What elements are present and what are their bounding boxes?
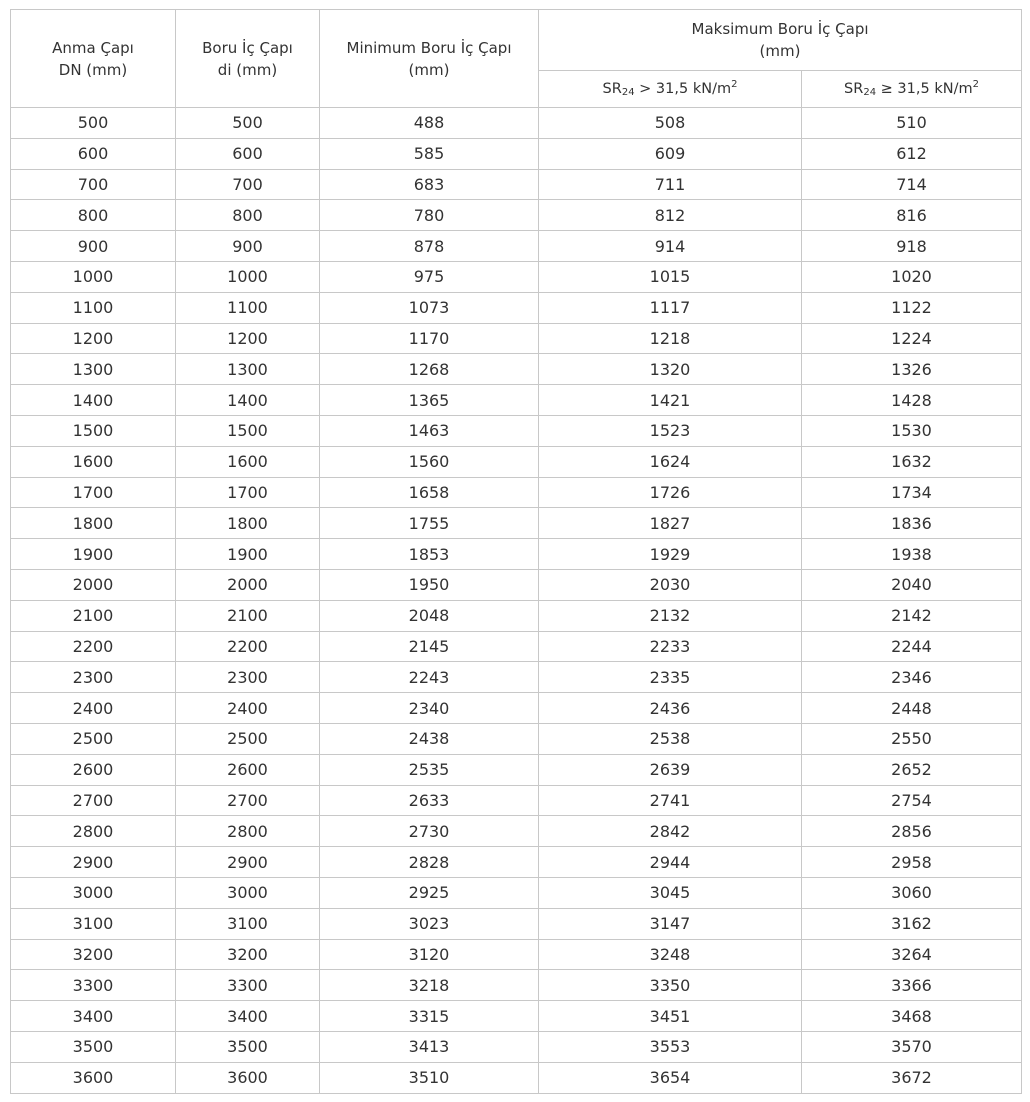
cell-boru-ic-capi: 1300: [176, 354, 320, 385]
cell-max-sr24-gt: 1929: [539, 539, 802, 570]
cell-max-sr24-gte: 3366: [802, 970, 1022, 1001]
table-header: [11, 10, 1022, 108]
cell-max-sr24-gt: 3350: [539, 970, 802, 1001]
header-sr24-gte: [802, 71, 1022, 108]
cell-minimum-capi: 1755: [320, 508, 539, 539]
table-row: [11, 292, 1022, 323]
cell-max-sr24-gte: 1020: [802, 261, 1022, 292]
table-row: [11, 138, 1022, 169]
sr-label: SR: [602, 81, 622, 97]
cell-max-sr24-gt: 609: [539, 138, 802, 169]
cell-boru-ic-capi: 2300: [176, 662, 320, 693]
cell-anma-capi: 3000: [11, 877, 176, 908]
cell-max-sr24-gte: 918: [802, 231, 1022, 262]
cell-anma-capi: 1900: [11, 539, 176, 570]
header-maksimum-capi: [539, 10, 1022, 71]
cell-boru-ic-capi: 2100: [176, 600, 320, 631]
header-minimum-capi: [320, 10, 539, 108]
cell-anma-capi: 2900: [11, 847, 176, 878]
cell-max-sr24-gte: 1836: [802, 508, 1022, 539]
cell-max-sr24-gte: 3570: [802, 1031, 1022, 1062]
table-row: [11, 723, 1022, 754]
cell-anma-capi: 3300: [11, 970, 176, 1001]
cell-anma-capi: 3400: [11, 1001, 176, 1032]
header-ic-line2: di (mm): [217, 60, 278, 79]
cell-boru-ic-capi: 500: [176, 108, 320, 139]
cell-boru-ic-capi: 1900: [176, 539, 320, 570]
cell-boru-ic-capi: 3600: [176, 1062, 320, 1093]
cell-max-sr24-gt: 1624: [539, 446, 802, 477]
table-row: [11, 970, 1022, 1001]
cell-anma-capi: 1100: [11, 292, 176, 323]
cell-anma-capi: 2800: [11, 816, 176, 847]
cell-anma-capi: 600: [11, 138, 176, 169]
cell-max-sr24-gte: 2244: [802, 631, 1022, 662]
cell-max-sr24-gte: 2754: [802, 785, 1022, 816]
cell-max-sr24-gt: 3553: [539, 1031, 802, 1062]
cell-anma-capi: 2100: [11, 600, 176, 631]
table-row: [11, 600, 1022, 631]
table-row: [11, 816, 1022, 847]
cell-minimum-capi: 2048: [320, 600, 539, 631]
header-min-line1: Minimum Boru İç Çapı: [346, 38, 512, 57]
table-row: [11, 477, 1022, 508]
cell-anma-capi: 3600: [11, 1062, 176, 1093]
table-row: [11, 108, 1022, 139]
cell-minimum-capi: 3120: [320, 939, 539, 970]
table-row: [11, 785, 1022, 816]
cell-boru-ic-capi: 1800: [176, 508, 320, 539]
table-row: [11, 508, 1022, 539]
cell-minimum-capi: 2243: [320, 662, 539, 693]
cell-anma-capi: 2700: [11, 785, 176, 816]
cell-max-sr24-gt: 2538: [539, 723, 802, 754]
sr-condition: > 31,5 kN/m: [634, 81, 732, 97]
table-row: [11, 261, 1022, 292]
pipe-diameter-table: [10, 9, 1022, 1094]
cell-anma-capi: 2000: [11, 569, 176, 600]
cell-minimum-capi: 2633: [320, 785, 539, 816]
cell-minimum-capi: 3510: [320, 1062, 539, 1093]
cell-boru-ic-capi: 3000: [176, 877, 320, 908]
cell-boru-ic-capi: 900: [176, 231, 320, 262]
table-body: [11, 108, 1022, 1094]
cell-max-sr24-gte: 2142: [802, 600, 1022, 631]
cell-boru-ic-capi: 2500: [176, 723, 320, 754]
table-container: [10, 9, 1022, 1094]
cell-max-sr24-gte: 2040: [802, 569, 1022, 600]
table-row: [11, 415, 1022, 446]
cell-anma-capi: 2400: [11, 693, 176, 724]
cell-max-sr24-gt: 1218: [539, 323, 802, 354]
cell-max-sr24-gte: 612: [802, 138, 1022, 169]
cell-max-sr24-gt: 2639: [539, 754, 802, 785]
cell-minimum-capi: 585: [320, 138, 539, 169]
cell-boru-ic-capi: 1200: [176, 323, 320, 354]
cell-max-sr24-gte: 2448: [802, 693, 1022, 724]
table-row: [11, 631, 1022, 662]
table-row: [11, 662, 1022, 693]
cell-boru-ic-capi: 3400: [176, 1001, 320, 1032]
table-row: [11, 354, 1022, 385]
table-row: [11, 1031, 1022, 1062]
cell-max-sr24-gte: 3468: [802, 1001, 1022, 1032]
cell-anma-capi: 3100: [11, 908, 176, 939]
cell-minimum-capi: 780: [320, 200, 539, 231]
cell-max-sr24-gt: 3654: [539, 1062, 802, 1093]
cell-max-sr24-gte: 1632: [802, 446, 1022, 477]
header-sr24-gt: [539, 71, 802, 108]
cell-anma-capi: 3200: [11, 939, 176, 970]
cell-anma-capi: 1300: [11, 354, 176, 385]
cell-max-sr24-gte: 3264: [802, 939, 1022, 970]
cell-max-sr24-gte: 3162: [802, 908, 1022, 939]
cell-minimum-capi: 3413: [320, 1031, 539, 1062]
cell-boru-ic-capi: 800: [176, 200, 320, 231]
cell-max-sr24-gte: 2346: [802, 662, 1022, 693]
cell-max-sr24-gte: 2550: [802, 723, 1022, 754]
cell-max-sr24-gte: 3060: [802, 877, 1022, 908]
cell-boru-ic-capi: 1400: [176, 385, 320, 416]
cell-anma-capi: 1400: [11, 385, 176, 416]
cell-minimum-capi: 2340: [320, 693, 539, 724]
cell-minimum-capi: 1853: [320, 539, 539, 570]
cell-max-sr24-gte: 510: [802, 108, 1022, 139]
header-anma-line1: Anma Çapı: [52, 38, 134, 57]
cell-boru-ic-capi: 700: [176, 169, 320, 200]
cell-minimum-capi: 1073: [320, 292, 539, 323]
cell-max-sr24-gt: 1523: [539, 415, 802, 446]
cell-minimum-capi: 2828: [320, 847, 539, 878]
cell-max-sr24-gt: 914: [539, 231, 802, 262]
header-min-line2: (mm): [408, 60, 450, 79]
cell-max-sr24-gte: 1122: [802, 292, 1022, 323]
cell-max-sr24-gt: 508: [539, 108, 802, 139]
cell-anma-capi: 2500: [11, 723, 176, 754]
cell-max-sr24-gt: 2335: [539, 662, 802, 693]
cell-max-sr24-gt: 1827: [539, 508, 802, 539]
cell-boru-ic-capi: 600: [176, 138, 320, 169]
cell-max-sr24-gte: 816: [802, 200, 1022, 231]
cell-max-sr24-gte: 1224: [802, 323, 1022, 354]
cell-max-sr24-gt: 1117: [539, 292, 802, 323]
cell-minimum-capi: 1268: [320, 354, 539, 385]
header-anma-line2: DN (mm): [58, 60, 128, 79]
cell-anma-capi: 1700: [11, 477, 176, 508]
cell-anma-capi: 1800: [11, 508, 176, 539]
cell-max-sr24-gt: 3451: [539, 1001, 802, 1032]
cell-boru-ic-capi: 2200: [176, 631, 320, 662]
cell-anma-capi: 800: [11, 200, 176, 231]
cell-max-sr24-gt: 1421: [539, 385, 802, 416]
cell-minimum-capi: 488: [320, 108, 539, 139]
sr-subscript: 24: [621, 87, 635, 98]
cell-max-sr24-gt: 1015: [539, 261, 802, 292]
cell-anma-capi: 900: [11, 231, 176, 262]
cell-anma-capi: 1600: [11, 446, 176, 477]
table-row: [11, 908, 1022, 939]
cell-max-sr24-gt: 2842: [539, 816, 802, 847]
cell-boru-ic-capi: 3300: [176, 970, 320, 1001]
cell-max-sr24-gte: 2652: [802, 754, 1022, 785]
cell-anma-capi: 2600: [11, 754, 176, 785]
table-row: [11, 323, 1022, 354]
cell-max-sr24-gt: 711: [539, 169, 802, 200]
table-row: [11, 693, 1022, 724]
cell-max-sr24-gt: 1320: [539, 354, 802, 385]
cell-max-sr24-gte: 1734: [802, 477, 1022, 508]
cell-minimum-capi: 1463: [320, 415, 539, 446]
cell-boru-ic-capi: 2600: [176, 754, 320, 785]
cell-minimum-capi: 3315: [320, 1001, 539, 1032]
cell-boru-ic-capi: 1500: [176, 415, 320, 446]
cell-minimum-capi: 1658: [320, 477, 539, 508]
cell-anma-capi: 700: [11, 169, 176, 200]
cell-minimum-capi: 1950: [320, 569, 539, 600]
cell-anma-capi: 1500: [11, 415, 176, 446]
cell-minimum-capi: 1560: [320, 446, 539, 477]
cell-max-sr24-gt: 2944: [539, 847, 802, 878]
table-row: [11, 754, 1022, 785]
cell-boru-ic-capi: 2900: [176, 847, 320, 878]
table-row: [11, 847, 1022, 878]
table-row: [11, 231, 1022, 262]
cell-max-sr24-gte: 714: [802, 169, 1022, 200]
cell-boru-ic-capi: 2800: [176, 816, 320, 847]
header-max-line2: (mm): [759, 42, 801, 60]
sr-subscript: 24: [863, 87, 877, 98]
cell-boru-ic-capi: 2700: [176, 785, 320, 816]
cell-max-sr24-gt: 2030: [539, 569, 802, 600]
cell-minimum-capi: 2925: [320, 877, 539, 908]
cell-boru-ic-capi: 3100: [176, 908, 320, 939]
cell-max-sr24-gte: 1326: [802, 354, 1022, 385]
header-boru-ic-capi: [176, 10, 320, 108]
cell-boru-ic-capi: 1000: [176, 261, 320, 292]
cell-max-sr24-gte: 1530: [802, 415, 1022, 446]
cell-anma-capi: 3500: [11, 1031, 176, 1062]
cell-max-sr24-gt: 3147: [539, 908, 802, 939]
cell-boru-ic-capi: 3200: [176, 939, 320, 970]
cell-max-sr24-gt: 3248: [539, 939, 802, 970]
cell-max-sr24-gte: 2958: [802, 847, 1022, 878]
table-row: [11, 1001, 1022, 1032]
cell-boru-ic-capi: 2400: [176, 693, 320, 724]
cell-boru-ic-capi: 2000: [176, 569, 320, 600]
cell-max-sr24-gte: 3672: [802, 1062, 1022, 1093]
cell-anma-capi: 500: [11, 108, 176, 139]
table-row: [11, 446, 1022, 477]
cell-max-sr24-gt: 812: [539, 200, 802, 231]
cell-minimum-capi: 683: [320, 169, 539, 200]
sr-label: SR: [844, 81, 864, 97]
cell-minimum-capi: 975: [320, 261, 539, 292]
cell-anma-capi: 1200: [11, 323, 176, 354]
cell-max-sr24-gt: 2233: [539, 631, 802, 662]
table-row: [11, 539, 1022, 570]
cell-max-sr24-gte: 2856: [802, 816, 1022, 847]
table-row: [11, 569, 1022, 600]
table-row: [11, 877, 1022, 908]
header-ic-line1: Boru İç Çapı: [202, 38, 293, 57]
cell-max-sr24-gt: 2436: [539, 693, 802, 724]
cell-max-sr24-gt: 2132: [539, 600, 802, 631]
sr-unit-superscript: 2: [972, 79, 979, 90]
cell-minimum-capi: 1170: [320, 323, 539, 354]
cell-max-sr24-gt: 3045: [539, 877, 802, 908]
cell-max-sr24-gte: 1428: [802, 385, 1022, 416]
cell-max-sr24-gte: 1938: [802, 539, 1022, 570]
cell-minimum-capi: 2730: [320, 816, 539, 847]
table-row: [11, 169, 1022, 200]
sr-unit-superscript: 2: [731, 79, 738, 90]
cell-minimum-capi: 2438: [320, 723, 539, 754]
cell-anma-capi: 1000: [11, 261, 176, 292]
cell-anma-capi: 2200: [11, 631, 176, 662]
cell-minimum-capi: 1365: [320, 385, 539, 416]
cell-boru-ic-capi: 1700: [176, 477, 320, 508]
cell-max-sr24-gt: 1726: [539, 477, 802, 508]
cell-minimum-capi: 878: [320, 231, 539, 262]
cell-minimum-capi: 3023: [320, 908, 539, 939]
cell-max-sr24-gt: 2741: [539, 785, 802, 816]
cell-anma-capi: 2300: [11, 662, 176, 693]
cell-boru-ic-capi: 1600: [176, 446, 320, 477]
cell-minimum-capi: 2535: [320, 754, 539, 785]
table-row: [11, 385, 1022, 416]
header-anma-capi: [11, 10, 176, 108]
sr-condition: ≥ 31,5 kN/m: [876, 81, 973, 97]
header-max-line1: Maksimum Boru İç Çapı: [691, 20, 869, 38]
cell-minimum-capi: 3218: [320, 970, 539, 1001]
cell-boru-ic-capi: 3500: [176, 1031, 320, 1062]
cell-minimum-capi: 2145: [320, 631, 539, 662]
table-row: [11, 1062, 1022, 1093]
cell-boru-ic-capi: 1100: [176, 292, 320, 323]
table-row: [11, 939, 1022, 970]
table-row: [11, 200, 1022, 231]
